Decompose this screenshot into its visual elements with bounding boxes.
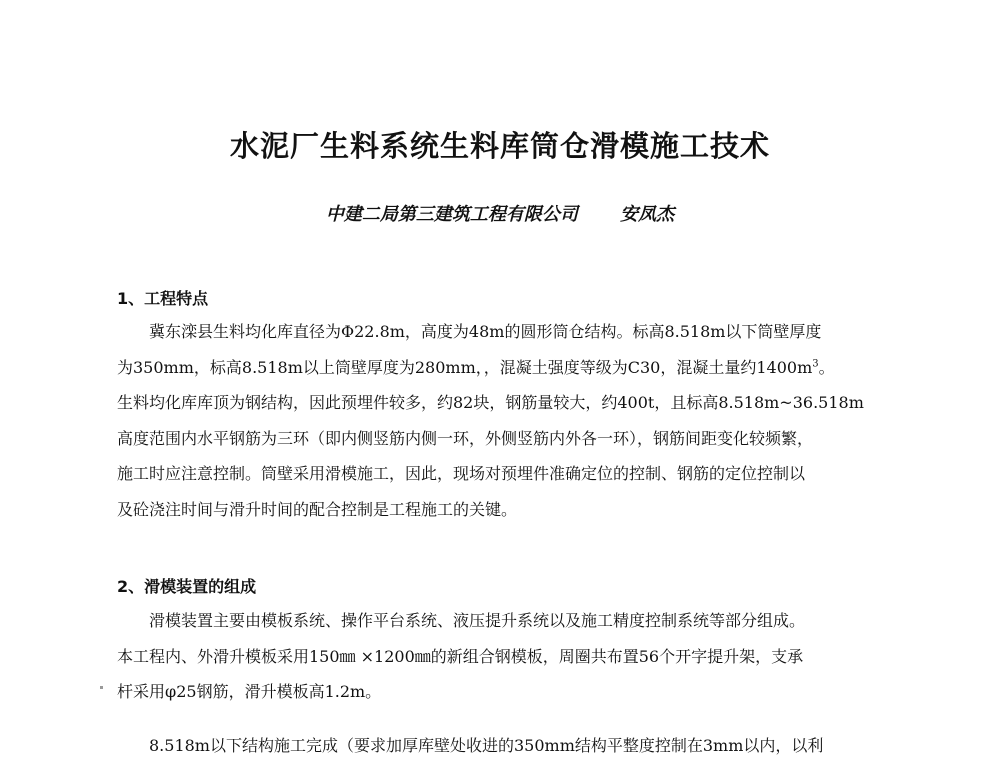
line-end-punctuation: 。 bbox=[818, 357, 835, 377]
paragraph-line bbox=[117, 350, 889, 386]
superscript-3: 3 bbox=[812, 358, 819, 370]
author-line bbox=[0, 200, 1000, 226]
paragraph-line: 杆采用φ25钢筋，滑升模板高1.2m。 bbox=[117, 682, 382, 702]
section-heading-1: 1、工程特点 bbox=[117, 289, 209, 308]
paragraph-line: 生料均化库库顶为钢结构，因此预埋件较多，约82块，钢筋量较大，约400t，且标高8.518m~36.518m bbox=[117, 393, 864, 413]
paragraph-line: 本工程内、外滑升模板采用150㎜ ×1200㎜的新组合钢模板，周圈共布置56个开字提升架，支承 bbox=[117, 646, 804, 666]
author-organization: 中建二局第三建筑工程有限公司 bbox=[325, 204, 578, 225]
author-name: 安凤杰 bbox=[620, 204, 675, 225]
section-2-paragraph-continued bbox=[117, 728, 889, 764]
paragraph-line: 8.518m以下结构施工完成（要求加厚库壁处收进的350mm结构平整度控制在3mm以内，以利 bbox=[149, 736, 824, 755]
section-1-paragraph bbox=[117, 314, 889, 528]
paragraph-line: 高度范围内水平钢筋为三环（即内侧竖筋内侧一环，外侧竖筋内外各一环），钢筋间距变化较频繁， bbox=[117, 428, 814, 448]
paragraph-line: 及砼浇注时间与滑升时间的配合控制是工程施工的关键。 bbox=[117, 499, 518, 519]
document-title: 水泥厂生料系统生料库筒仓滑模施工技术 bbox=[229, 129, 770, 163]
paragraph-line: 滑模装置主要由模板系统、操作平台系统、液压提升系统以及施工精度控制系统等部分组成。 bbox=[149, 611, 806, 630]
paragraph-line-text: 为350mm，标高8.518m以上筒壁厚度为280mm，，混凝土强度等级为C30，混凝土量约1400m bbox=[117, 357, 813, 377]
section-heading-2: 2、滑模装置的组成 bbox=[117, 577, 257, 596]
paragraph-line: 施工时应注意控制。筒壁采用滑模施工，因此，现场对预埋件准确定位的控制、钢筋的定位控制以 bbox=[117, 464, 806, 484]
scan-margin-mark bbox=[100, 686, 103, 689]
section-2-paragraph bbox=[117, 603, 889, 710]
paragraph-line: 冀东滦县生料均化库直径为Φ22.8m，高度为48m的圆形筒仓结构。标高8.518m以下筒壁厚度 bbox=[149, 322, 822, 341]
